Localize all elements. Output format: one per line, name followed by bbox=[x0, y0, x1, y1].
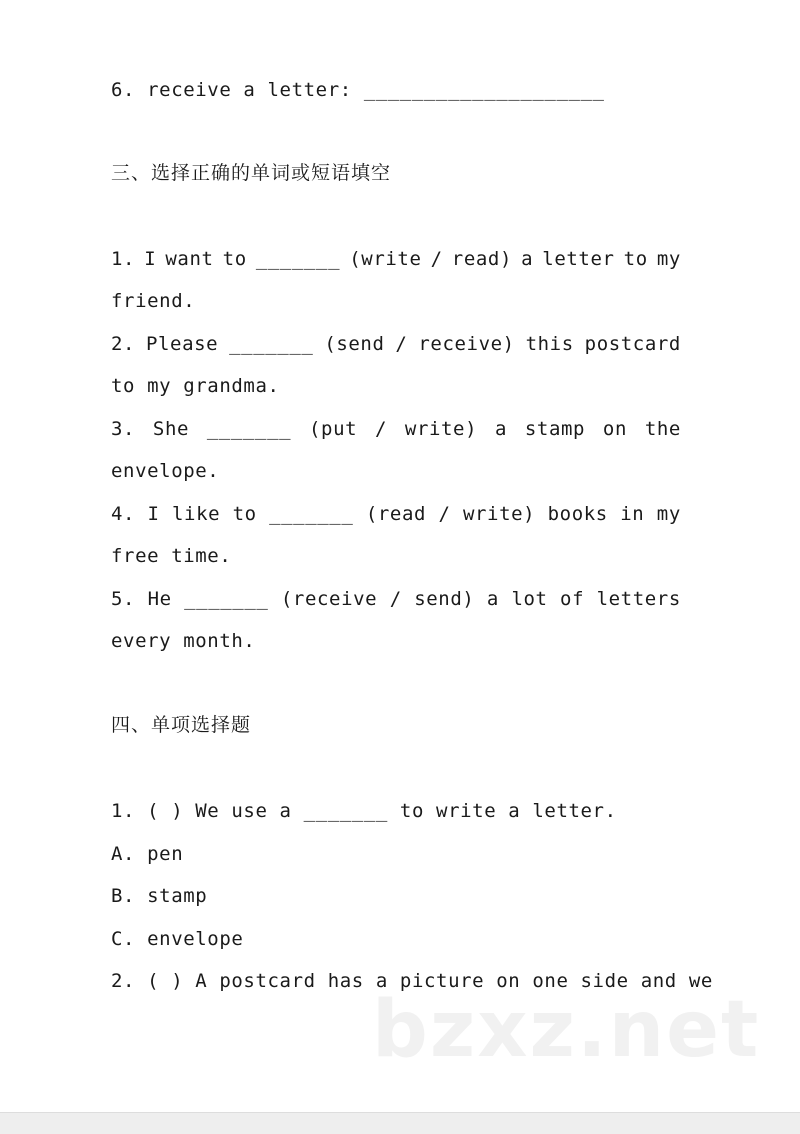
word: _______ bbox=[255, 248, 341, 270]
word: send) bbox=[414, 588, 475, 610]
word: like bbox=[172, 503, 221, 525]
word: / bbox=[375, 418, 388, 440]
viewer-bottom-bar bbox=[0, 1112, 800, 1134]
exercise-line-6: 6. receive a letter: ____________________ bbox=[111, 79, 605, 101]
word: in bbox=[620, 503, 645, 525]
word: letters bbox=[596, 588, 681, 610]
word: read) bbox=[451, 248, 512, 270]
section-4-question-1: 1. ( ) We use a _______ to write a letter. bbox=[111, 800, 617, 822]
word: write) bbox=[462, 503, 536, 525]
section-3-question-2 bbox=[111, 332, 681, 356]
word: (put bbox=[309, 418, 358, 440]
word: my bbox=[656, 248, 681, 270]
word: / bbox=[438, 503, 451, 525]
word: _______ bbox=[229, 333, 314, 355]
word: a bbox=[486, 588, 499, 610]
word: postcard bbox=[584, 333, 681, 355]
section-3-question-3 bbox=[111, 417, 681, 441]
section-4-question-1-option-b: B. stamp bbox=[111, 885, 208, 907]
word: of bbox=[560, 588, 585, 610]
word: (send bbox=[324, 333, 385, 355]
word: letter bbox=[542, 248, 615, 270]
word: lot bbox=[511, 588, 548, 610]
section-3-question-1-continued: friend. bbox=[111, 290, 196, 312]
word: She bbox=[152, 418, 190, 440]
section-3-question-5-continued: every month. bbox=[111, 630, 256, 652]
word: the bbox=[644, 418, 681, 440]
section-3-question-3-continued: envelope. bbox=[111, 460, 220, 482]
word: to bbox=[232, 503, 257, 525]
word: _______ bbox=[184, 588, 269, 610]
word: write) bbox=[404, 418, 478, 440]
word: I bbox=[147, 503, 160, 525]
section-3-question-1 bbox=[111, 247, 681, 271]
word: to bbox=[222, 248, 247, 270]
section-4-question-1-option-c: C. envelope bbox=[111, 928, 244, 950]
word: (write bbox=[349, 248, 422, 270]
section-4-question-2: 2. ( ) A postcard has a picture on one side and we bbox=[111, 970, 713, 992]
word: 5. bbox=[111, 588, 136, 610]
word: on bbox=[602, 418, 627, 440]
word: stamp bbox=[524, 418, 586, 440]
word: / bbox=[395, 333, 408, 355]
word: a bbox=[521, 248, 534, 270]
word: 3. bbox=[111, 418, 136, 440]
section-4-heading: 四、单项选择题 bbox=[111, 714, 252, 736]
word: / bbox=[430, 248, 443, 270]
word: to bbox=[623, 248, 648, 270]
watermark: bzxz.net bbox=[372, 985, 761, 1075]
word: He bbox=[147, 588, 172, 610]
section-3-question-2-continued: to my grandma. bbox=[111, 375, 280, 397]
word: 2. bbox=[111, 333, 136, 355]
word: _______ bbox=[269, 503, 354, 525]
word: receive) bbox=[418, 333, 515, 355]
word: my bbox=[656, 503, 681, 525]
word: _______ bbox=[206, 418, 292, 440]
word: books bbox=[547, 503, 608, 525]
word: (receive bbox=[280, 588, 378, 610]
word: a bbox=[494, 418, 508, 440]
section-3-question-4 bbox=[111, 502, 681, 526]
word: Please bbox=[145, 333, 219, 355]
section-4-question-1-option-a: A. pen bbox=[111, 843, 184, 865]
word: (read bbox=[365, 503, 427, 525]
word: 1. bbox=[111, 248, 136, 270]
word: / bbox=[389, 588, 402, 610]
section-3-question-5 bbox=[111, 587, 681, 611]
word: 4. bbox=[111, 503, 136, 525]
section-3-heading: 三、选择正确的单词或短语填空 bbox=[111, 162, 392, 184]
word: I bbox=[144, 248, 157, 270]
word: want bbox=[165, 248, 214, 270]
word: this bbox=[525, 333, 574, 355]
section-3-question-4-continued: free time. bbox=[111, 545, 232, 567]
